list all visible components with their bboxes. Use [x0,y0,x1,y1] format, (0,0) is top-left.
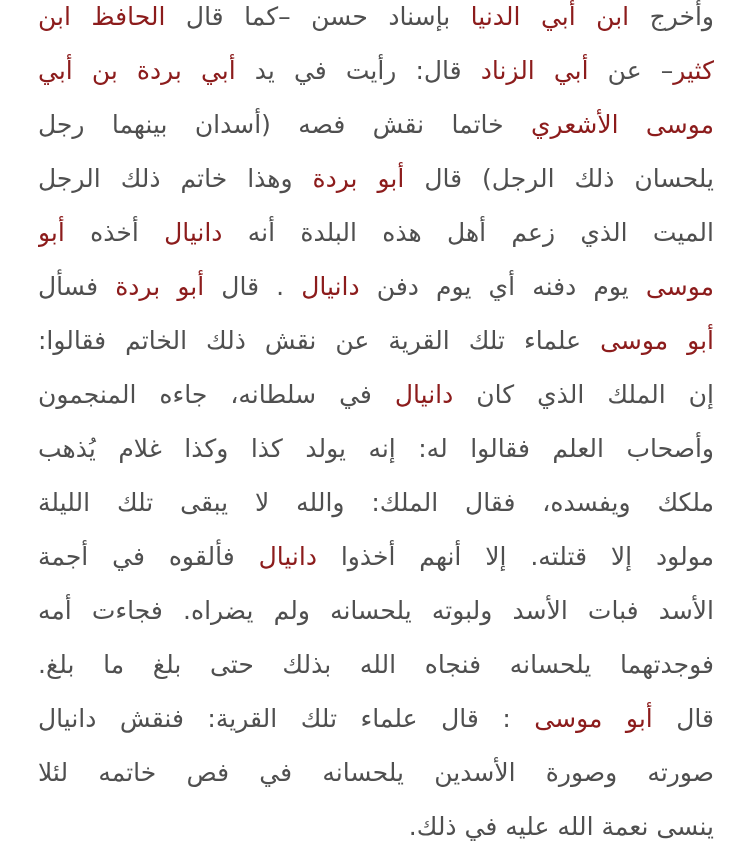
article-body [38,0,714,854]
highlighted-name: أبو بردة [115,272,205,301]
text-segment: صورته وصورة الأسدين يلحسانه في فص خاتمه لئلا [38,758,714,787]
highlighted-name: أبي الزناد [480,56,589,85]
text-segment: وهذا خاتم ذلك الرجل [38,164,313,193]
highlighted-name: أبو موسى [534,704,653,733]
highlighted-name: أبو موسى [600,326,714,355]
text-line [38,422,714,476]
text-segment: مولود إلا قتلته. إلا أنهم أخذوا [316,542,714,571]
text-segment: خاتما نقش فصه (أسدان بينهما رجل [38,110,531,139]
text-segment: ينسى نعمة الله عليه في ذلك. [408,812,714,841]
text-line [38,260,714,314]
text-line [38,0,714,44]
highlighted-name: أبي بردة بن أبي [38,56,236,85]
highlighted-name: دانيال [164,218,223,247]
text-line [38,206,714,260]
text-line [38,314,714,368]
highlighted-name: الحافظ ابن [38,2,166,31]
text-segment: وأصحاب العلم فقالوا له: إنه يولد كذا وكذا غلام يُذهب [38,434,714,463]
text-segment: – عن [588,56,674,85]
text-segment: يوم دفنه أي يوم دفن [359,272,646,301]
text-segment: فوجدتهما يلحسانه فنجاه الله بذلك حتى بلغ ما بلغ. [38,650,714,679]
text-segment: إن الملك الذي كان [453,380,714,409]
text-line [38,800,714,854]
text-segment: أخذه [64,218,165,247]
text-segment: . قال [204,272,302,301]
text-segment: فألقوه في أجمة [38,542,259,571]
text-segment: : قال علماء تلك القرية: فنقش دانيال [38,704,535,733]
text-segment: فسأل [38,272,116,301]
text-line [38,98,714,152]
text-line [38,368,714,422]
text-segment: قال [652,704,714,733]
text-segment: بإسناد حسن –كما قال [165,2,471,31]
highlighted-name: أبو [38,218,65,247]
text-line [38,530,714,584]
text-segment: ملكك ويفسده، فقال الملك: والله لا يبقى تلك الليلة [38,488,714,517]
text-segment: في سلطانه، جاءه المنجمون [38,380,395,409]
highlighted-name: كثير [673,56,714,85]
highlighted-name: موسى الأشعري [530,110,714,139]
highlighted-name: أبو بردة [312,164,405,193]
text-segment: قال: رأيت في يد [235,56,481,85]
text-segment: الأسد فبات الأسد ولبوته يلحسانه ولم يضراه. فجاءت أمه [38,596,714,625]
text-line [38,152,714,206]
highlighted-name: موسى [645,272,714,301]
highlighted-name: دانيال [394,380,454,409]
text-segment: وأخرج [629,2,714,31]
text-segment: الميت الذي زعم أهل هذه البلدة أنه [222,218,714,247]
text-segment: يلحسان ذلك الرجل) قال [404,164,714,193]
highlighted-name: دانيال [258,542,317,571]
text-line [38,638,714,692]
highlighted-name: دانيال [301,272,360,301]
highlighted-name: ابن أبي الدنيا [470,2,630,31]
text-line [38,692,714,746]
text-line [38,476,714,530]
text-line [38,44,714,98]
text-line [38,584,714,638]
text-segment: علماء تلك القرية عن نقش ذلك الخاتم فقالوا: [38,326,601,355]
text-line [38,746,714,800]
